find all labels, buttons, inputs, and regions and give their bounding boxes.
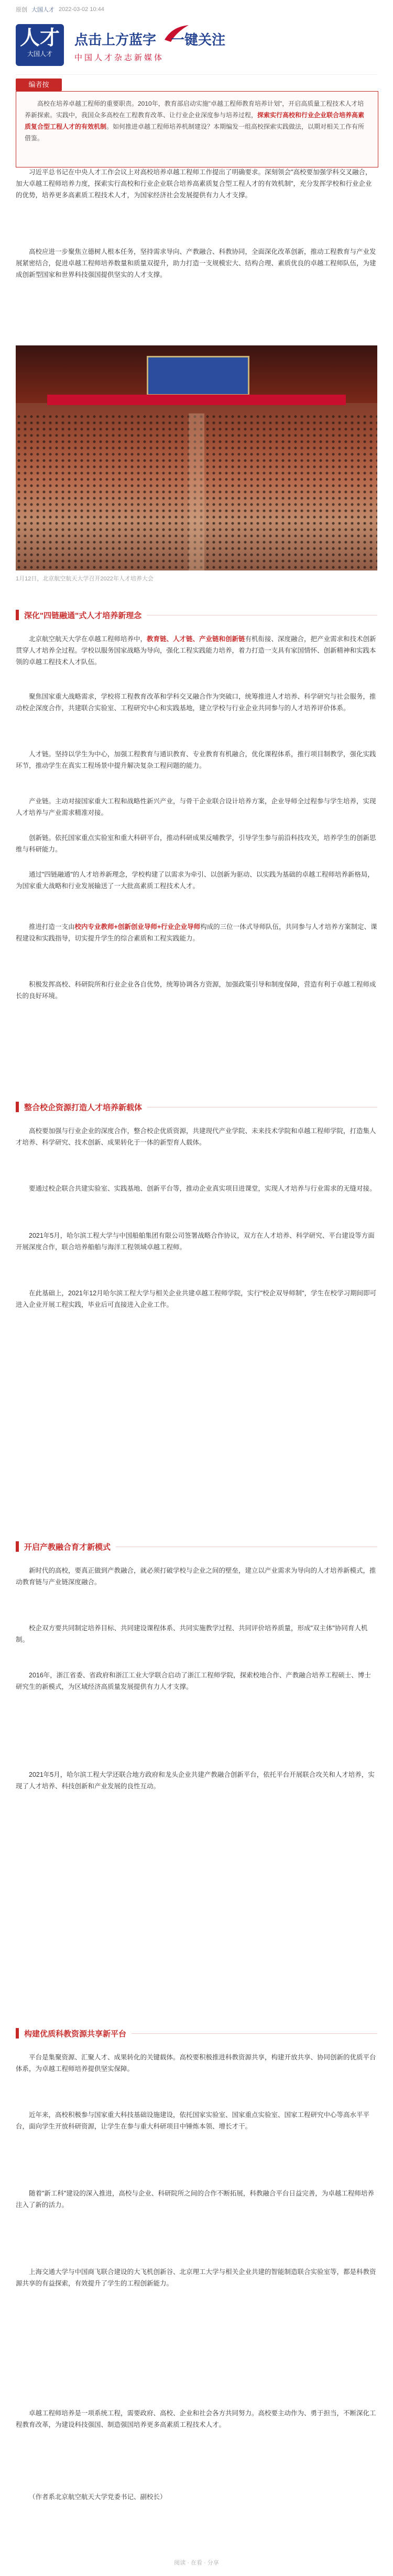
section2-paragraph-3: 2021年5月，哈尔滨工程大学与中国船舶集团有限公司签署战略合作协议，双方在人才培养、科学研究、平台建设等方面开展深度合作，联合培养船舶与海洋工程领域卓越工程师。 — [16, 1232, 375, 1251]
section4-paragraph-2: 近年来，高校积极参与国家重大科技基础设施建设，依托国家实验室、国家重点实验室、国家工程研究中心等高水平平台，面向学生开放科研资源，让学生在参与重大科研项目中锤炼本领、增长才干。 — [16, 2111, 370, 2130]
section2-paragraph-4: 在此基础上，2021年12月哈尔滨工程大学与相关企业共建卓越工程师学院，实行"校企双导师制"，学生在校学习期间即可进入企业开展工程实践，毕业后可直接进入企业工作。 — [16, 1290, 377, 1308]
section-title-1: 深化"四链融通"式人才培养新理念 — [24, 611, 142, 620]
editor-note-box — [16, 91, 378, 167]
account-name-link[interactable]: 大国人才 — [31, 7, 54, 13]
section1-paragraph-6: 通过"四链融通"的人才培养新理念，学校构建了以需求为牵引、以创新为驱动、以实践为基础的卓越工程师培养新格局，为国家重大战略和行业发展输送了一大批高素质工程技术人才。 — [16, 871, 374, 890]
section1-paragraph-8: 积极发挥高校、科研院所和行业企业各自优势，统筹协调各方资源，加强政策引导和制度保障，营造有利于卓越工程师成长的良好环境。 — [16, 981, 376, 1000]
closing-paragraph: 卓越工程师培养是一项系统工程，需要政府、高校、企业和社会各方共同努力。高校要主动作为、勇于担当，不断深化工程教育改革，为建设科技强国、制造强国培养更多高素质工程技术人才。 — [16, 2410, 376, 2428]
section3-paragraph-4: 2021年5月，哈尔滨工程大学还联合地方政府和龙头企业共建产教融合创新平台，依托平台开展联合攻关和人才培养，实现了人才培养、科技创新和产业发展的良性互动。 — [16, 1771, 375, 1790]
editor-note-highlight: 探索实行高校和行业企业联合培养高素质复合型工程人才的有效机制 — [25, 111, 365, 130]
follow-banner[interactable] — [16, 18, 377, 75]
section4-paragraph-1: 平台是集聚资源、汇聚人才、成果转化的关键载体。高校要积极推进科教资源共享，构建开放共享、协同创新的优质平台体系，为卓越工程师培养提供坚实保障。 — [16, 2054, 376, 2073]
section2-paragraph-2: 要通过校企联合共建实验室、实践基地、创新平台等，推动企业真实项目进课堂，实现人才培养与行业需求的无缝对接。 — [29, 1185, 376, 1192]
section3-paragraph-1: 新时代的高校，要真正做到产教融合，就必须打破学校与企业之间的壁垒，建立以产业需求为导向的人才培养新模式，推动教育链与产业链深度融合。 — [16, 1567, 376, 1586]
author-note: （作者系北京航空航天大学党委书记、副校长） — [29, 2493, 167, 2501]
section1-paragraph-2: 聚焦国家重大战略需求，学校将工程教育改革和学科交叉融合作为突破口，统筹推进人才培养、科学研究与社会服务，推动校企深度合作，共建联合实验室、工程研究中心和实践基地，建立学校与行业企业共同参与的人才培养评价体系。 — [16, 693, 376, 712]
banner-text — [74, 29, 368, 66]
section-header-4 — [16, 2025, 377, 2041]
editor-note-tag: 编者按 — [16, 79, 62, 91]
section4-paragraph-4: 上海交通大学与中国商飞联合建设的大飞机创新谷、北京理工大学与相关企业共建的智能制造联合实验室等，都是科教资源共享的有益探索，有效提升了学生的工程创新能力。 — [16, 2268, 376, 2287]
banner-line2: 中国人才杂志新媒体 — [74, 53, 165, 62]
logo-big-text: 人才 — [19, 26, 60, 49]
section-header-3 — [16, 1539, 377, 1554]
section1-paragraph-7: 推进打造一支由校内专业教师+创新创业导师+行业企业导师构成的三位一体式导师队伍，共同参与人才培养方案制定、课程建设和实践指导，切实提升学生的综合素质和工程实践能力。 — [16, 923, 377, 942]
section3-paragraph-3: 2016年，浙江省委、省政府和浙江工业大学联合启动了浙江工程师学院，探索校地合作、产教融合培养工程硕士、博士研究生的新模式，为区域经济高质量发展提供有力人才支撑。 — [16, 1672, 371, 1690]
section4-paragraph-3: 随着"新工科"建设的深入推进，高校与企业、科研院所之间的合作不断拓展，科教融合平台日益完善，为卓越工程师培养注入了新的活力。 — [16, 2190, 374, 2209]
section-title-3: 开启产教融合育才新模式 — [24, 1542, 111, 1552]
section-header-2 — [16, 1099, 377, 1115]
magazine-logo — [16, 24, 64, 66]
logo-small-text: 大国人才 — [27, 50, 52, 58]
section1-paragraph-4: 产业链。主动对接国家重大工程和战略性新兴产业，与骨干企业联合设计培养方案，企业导师全过程参与学生培养，实现人才培养与产业需求精准对接。 — [16, 798, 376, 816]
section2-paragraph-1: 高校要加强与行业企业的深度合作，整合校企优质资源，共建现代产业学院、未来技术学院和卓越工程师学院，打造集人才培养、科学研究、技术创新、成果转化于一体的新型育人载体。 — [16, 1127, 376, 1146]
publish-date: 2022-03-02 10:44 — [59, 6, 104, 13]
article-meta — [16, 5, 377, 14]
section1-paragraph-3: 人才链。坚持以学生为中心，加强工程教育与通识教育、专业教育有机融合，优化课程体系，推行项目制教学，强化实践环节，推动学生在真实工程场景中提升解决复杂工程问题的能力。 — [16, 751, 376, 769]
intro-paragraph-1: 习近平总书记在中央人才工作会议上对高校培养卓越工程师工作提出了明确要求。深刻领会"高校要加强学科交叉融合，加大卓越工程师培养力度，探索实行高校和行业企业联合培养高素质复合型工程人才的有效机制"，充分发挥学校和行业企业的优势，培养更多高素质工程技术人才，为国家经济社会发展提供有力人才支撑。 — [16, 169, 372, 199]
section-header-1 — [16, 607, 377, 623]
article-footer-actions[interactable]: 阅读 · 在看 · 分享 — [174, 2560, 219, 2566]
section-title-2: 整合校企资源打造人才培养新载体 — [24, 1103, 143, 1112]
section3-paragraph-2: 校企双方要共同制定培养目标、共同建设课程体系、共同实施教学过程、共同评价培养质量，形成"双主体"协同育人机制。 — [16, 1625, 368, 1643]
photo-caption: 1月12日，北京航空航天大学召开2022年人才培养大会 — [16, 576, 154, 582]
section-title-4: 构建优质科教资源共享新平台 — [24, 2029, 127, 2039]
section1-paragraph-1: 北京航空航天大学在卓越工程师培养中，教育链、人才链、产业链和创新链有机衔接、深度融合，把产业需求和技术创新贯穿人才培养全过程。学校以服务国家战略为导向，强化工程实践能力培养，着力打造一支具有家国情怀、创新精神和实践本领的卓越工程技术人才队伍。 — [16, 635, 376, 666]
section1-paragraph-5: 创新链。依托国家重点实验室和重大科研平台，推动科研成果反哺教学，引导学生参与前沿科技攻关，培养学生的创新思维与科研能力。 — [16, 834, 376, 853]
conference-photo — [16, 345, 377, 570]
original-tag: 原创 — [16, 7, 27, 13]
editor-note-text-b: 。如何推进卓越工程师培养机制建设？本期编发一组高校探索实践做法，以期对相关工作有所借鉴。 — [25, 123, 365, 142]
intro-paragraph-2: 高校应进一步聚焦立德树人根本任务，坚持需求导向、产教融合、科教协同，全面深化改革创新，推动工程教育与产业发展紧密结合，促进卓越工程师培养数量和质量双提升，助力打造一支规模宏大、结构合理、素质优良的卓越工程师队伍，为建成创新型国家和世界科技强国提供坚实的人才支撑。 — [16, 248, 376, 278]
banner-line1-a: 点击上方蓝字 — [74, 32, 157, 48]
banner-line1-b: 一键关注 — [171, 32, 226, 48]
editor-note-text-a: 高校在培养卓越工程师的重要职责。2010年，教育部启动实施"卓越工程师教育培养计划"，开启高质量工程技术人才培养新探索。实践中，我国众多高校在工程教育改革、让行业企业深度参与培养过程， — [25, 100, 364, 119]
